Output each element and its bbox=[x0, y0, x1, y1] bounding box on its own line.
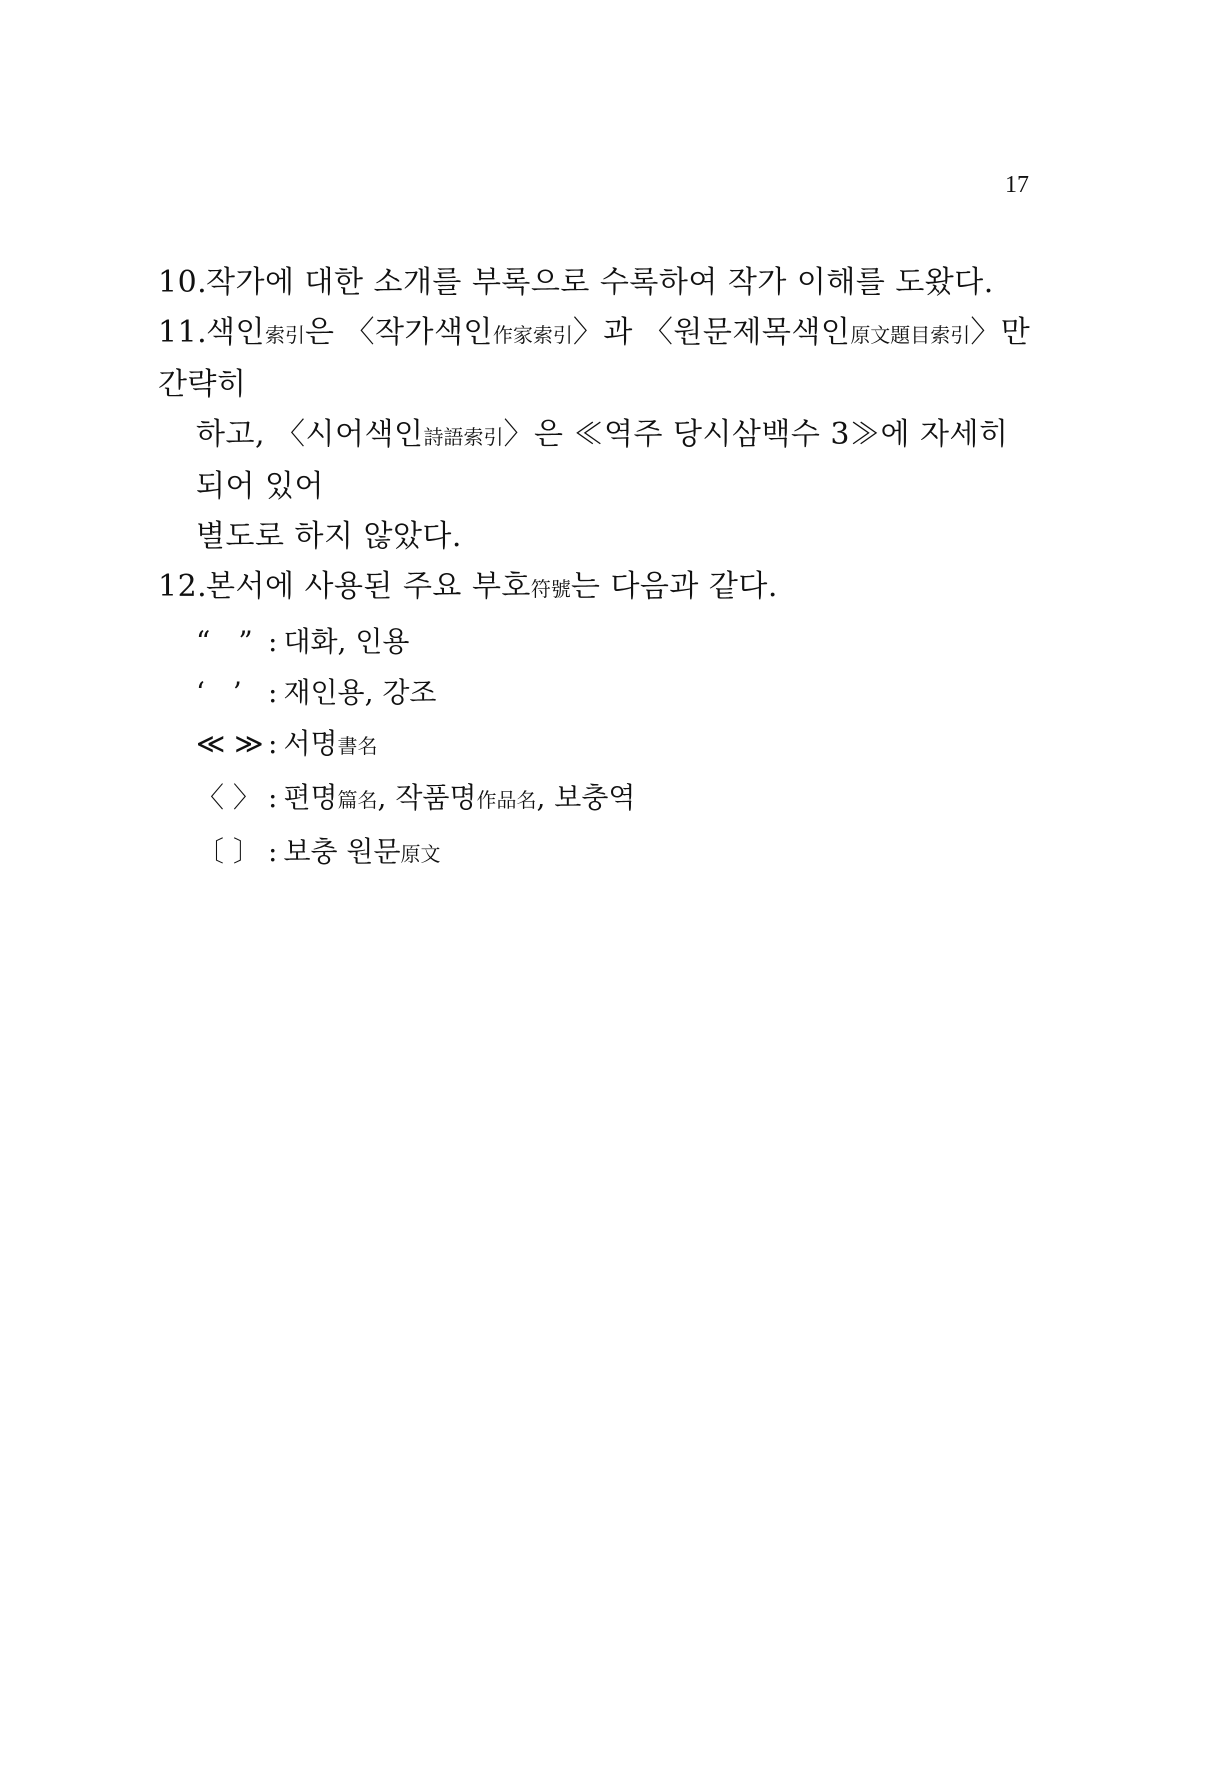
item-10-line-1 bbox=[158, 258, 1038, 308]
item-text: 작가에 대한 소개를 부록으로 수록하여 작가 이해를 도왔다. bbox=[206, 265, 994, 300]
hanja-annotation: 作品名 bbox=[476, 788, 537, 812]
hanja-annotation: 原文 bbox=[400, 842, 441, 866]
symbol-colon: : bbox=[268, 781, 278, 814]
item-text: 색인 bbox=[206, 315, 265, 350]
symbol-description: 서명 bbox=[283, 727, 338, 760]
symbol-row-single-angle bbox=[196, 772, 1038, 826]
symbol-glyph: ≪ ≫ bbox=[196, 727, 264, 760]
symbol-glyph: 〔 〕 bbox=[196, 835, 261, 868]
symbol-row-tortoise-brackets bbox=[196, 826, 1038, 880]
document-body bbox=[158, 258, 1038, 880]
symbol-colon: : bbox=[268, 727, 278, 760]
hanja-annotation: 篇名 bbox=[337, 788, 378, 812]
symbol-row-single-quotes bbox=[196, 667, 1038, 718]
item-text: 은 〈작가색인 bbox=[304, 315, 493, 350]
symbol-description: 재인용, 강조 bbox=[283, 676, 437, 709]
item-number: 11. bbox=[158, 315, 208, 350]
symbol-colon: : bbox=[268, 625, 278, 658]
item-11-line-2 bbox=[158, 410, 1038, 512]
hanja-annotation: 符號 bbox=[530, 577, 571, 601]
hanja-annotation: 作家索引 bbox=[492, 323, 573, 347]
item-11-line-1 bbox=[158, 308, 1038, 410]
item-text: 하고, 〈시어색인 bbox=[196, 417, 424, 452]
symbol-description: , 작품명 bbox=[377, 781, 477, 814]
list-item-10 bbox=[158, 258, 1038, 308]
symbol-description: , 보충역 bbox=[536, 781, 636, 814]
symbol-row-double-quotes bbox=[196, 616, 1038, 667]
symbol-list bbox=[158, 616, 1038, 880]
symbol-colon: : bbox=[268, 676, 278, 709]
symbol-description: 보충 원문 bbox=[283, 835, 401, 868]
item-text: 〉과 〈원문제목색인 bbox=[572, 315, 851, 350]
symbol-colon: : bbox=[268, 835, 278, 868]
symbol-description: 편명 bbox=[283, 781, 338, 814]
symbol-glyph: “ ” bbox=[196, 625, 253, 658]
symbol-description: 대화, 인용 bbox=[283, 625, 410, 658]
item-12-line-1 bbox=[158, 562, 1038, 614]
symbol-glyph: 〈 〉 bbox=[196, 781, 261, 814]
item-text: 본서에 사용된 주요 부호 bbox=[206, 569, 531, 604]
hanja-annotation: 書名 bbox=[337, 734, 378, 758]
item-text: 별도로 하지 않았다. bbox=[196, 519, 462, 554]
hanja-annotation: 原文題目索引 bbox=[850, 323, 971, 347]
hanja-annotation: 索引 bbox=[264, 323, 305, 347]
item-text: 는 다음과 같다. bbox=[570, 569, 778, 604]
page-number: 17 bbox=[1005, 172, 1029, 198]
list-item-12 bbox=[158, 562, 1038, 614]
hanja-annotation: 詩語索引 bbox=[423, 425, 504, 449]
item-number: 10. bbox=[158, 265, 208, 300]
item-11-line-3 bbox=[158, 512, 1038, 562]
symbol-glyph: ‘ ’ bbox=[196, 676, 242, 709]
item-number: 12. bbox=[158, 569, 208, 604]
list-item-11 bbox=[158, 308, 1038, 562]
item-text: 〉은 ≪역주 당시삼백수 3≫에 자세히 되어 있어 bbox=[196, 417, 1009, 504]
item-text: 〉만 간략히 bbox=[158, 315, 1031, 402]
symbol-row-double-angle bbox=[196, 718, 1038, 772]
